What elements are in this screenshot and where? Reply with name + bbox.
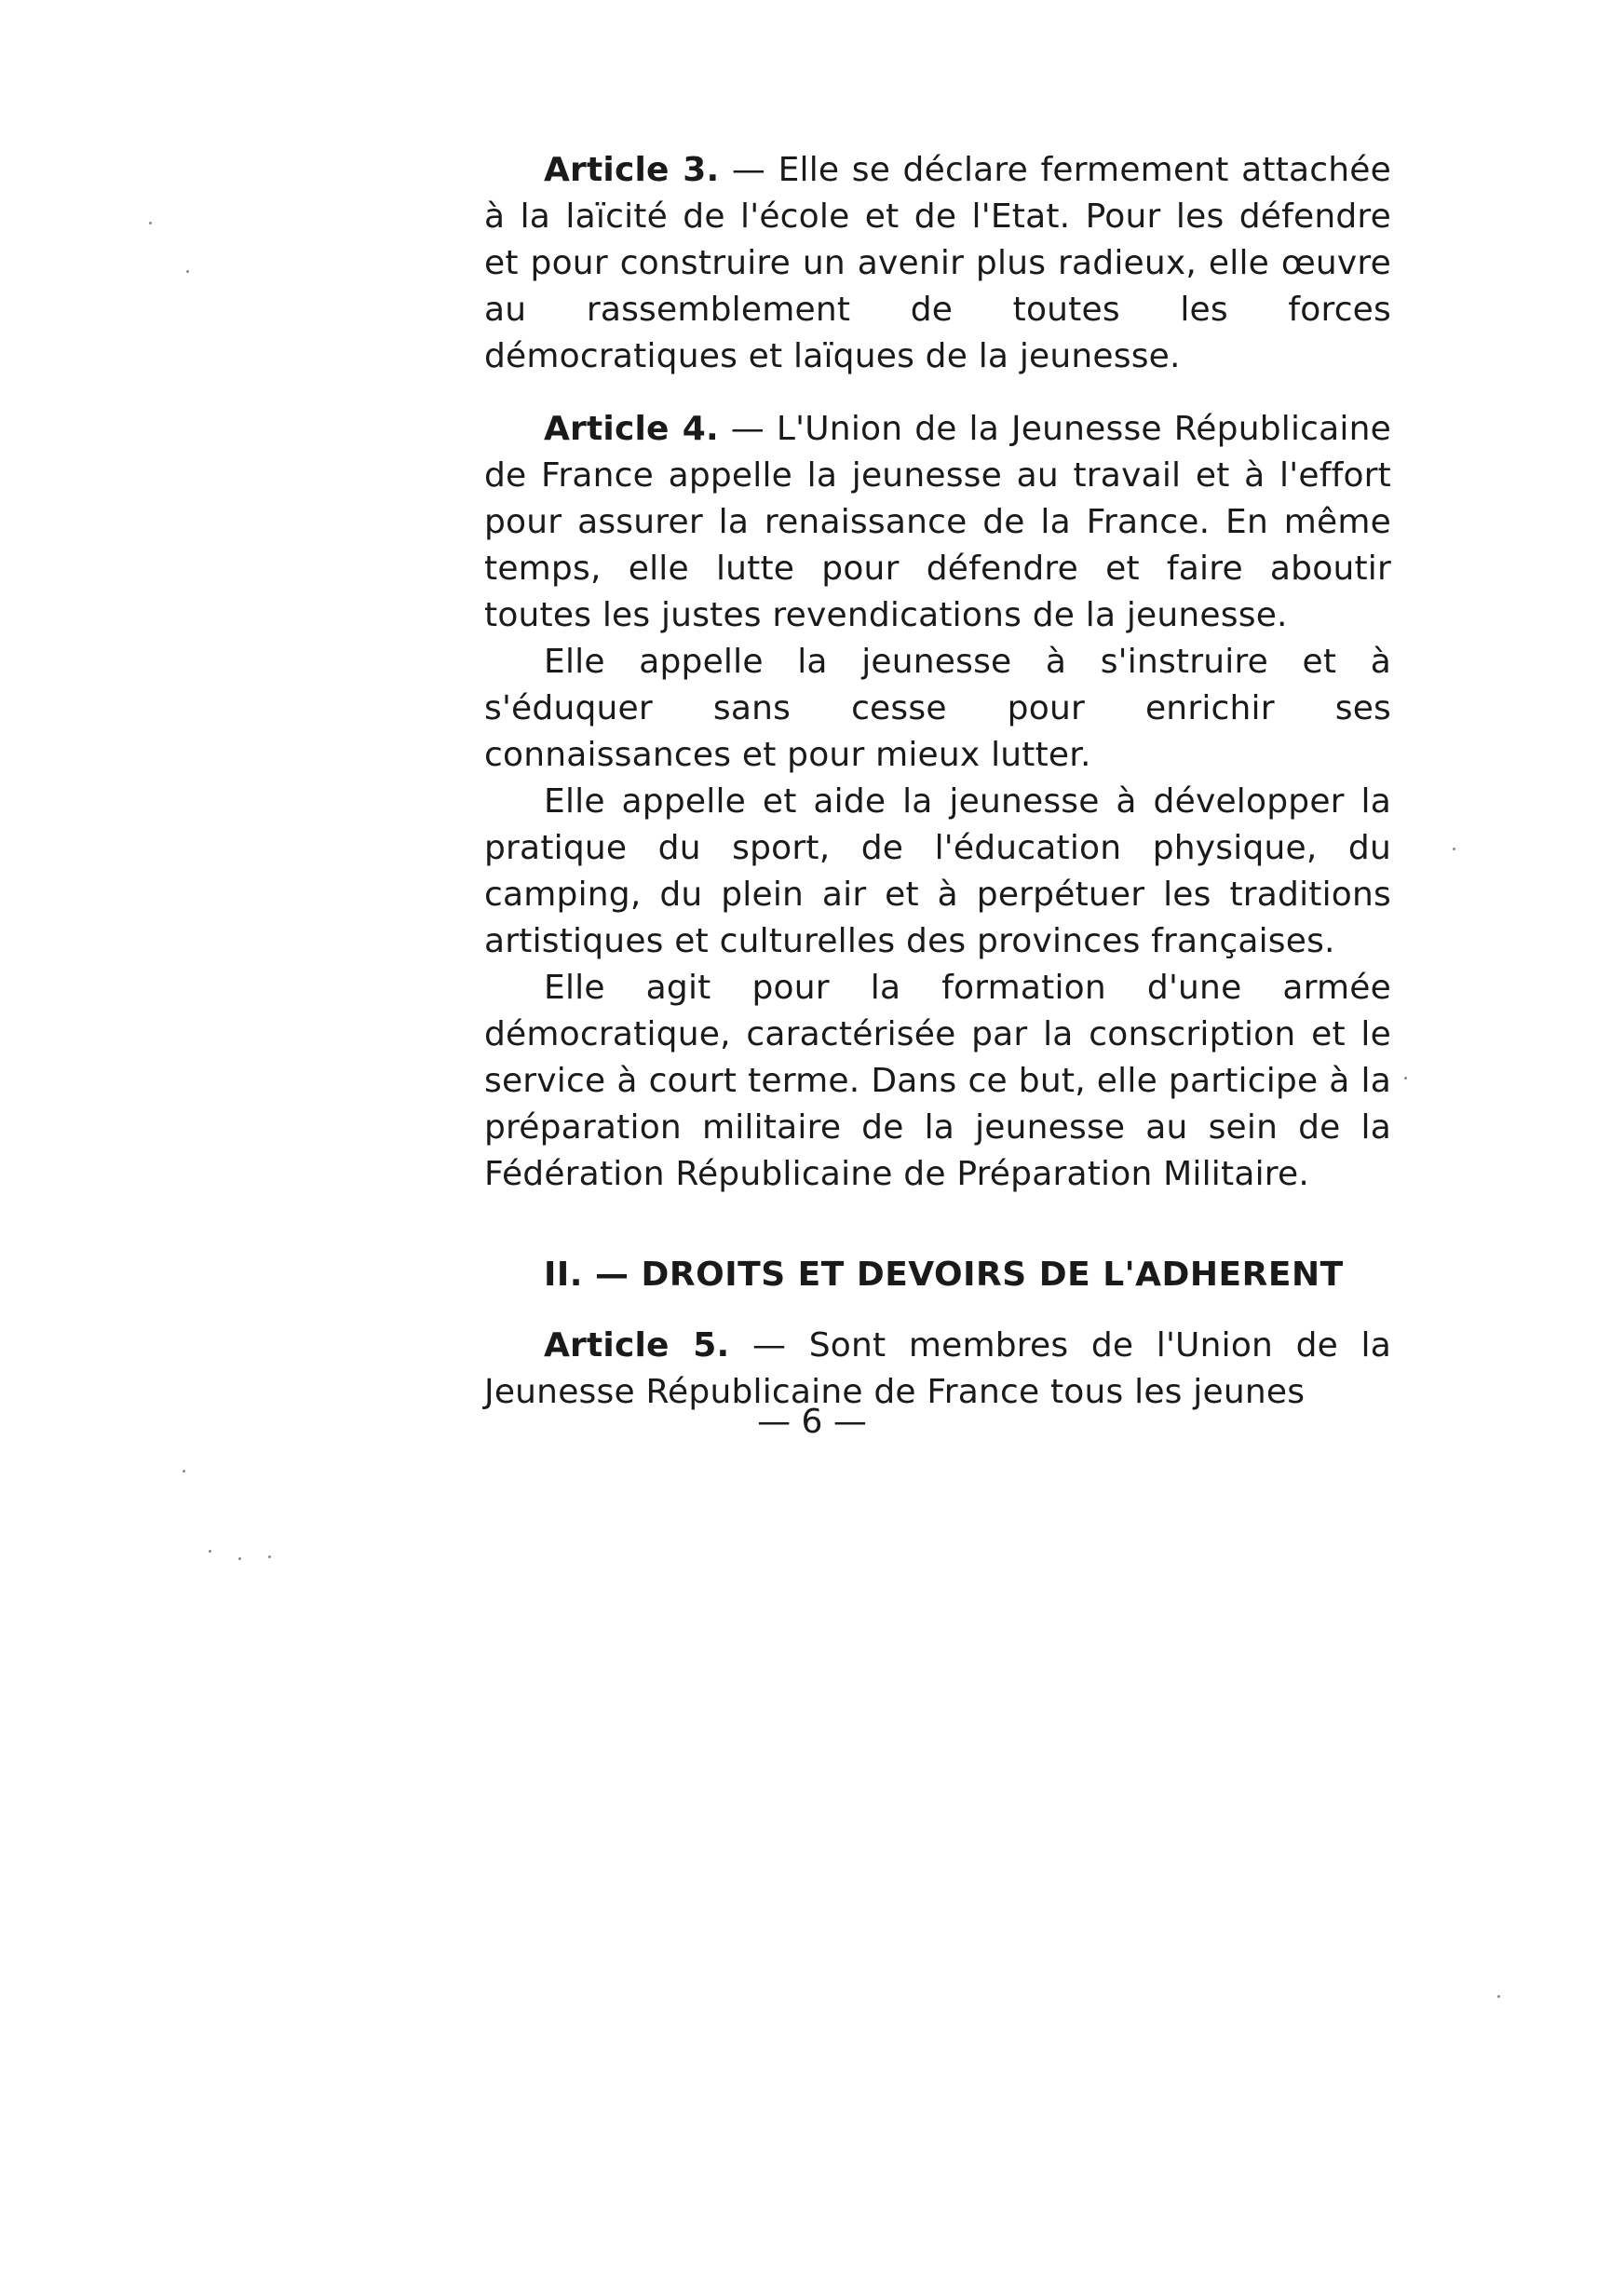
scan-speck	[186, 270, 189, 273]
article-3-text: — Elle se déclare fermement attachée à la laïcité de l'école et de l'Etat. Pour les défendre et pour construire un avenir plus radieux, elle œuvre au rassemblement de toutes les forces démocratiques et laïques de la jeunesse.	[484, 151, 1391, 375]
scan-speck	[183, 1470, 185, 1473]
scan-speck	[1453, 848, 1455, 850]
article-5-label: Article 5.	[544, 1326, 730, 1365]
article-4-paragraph-sport: Elle appelle et aide la jeunesse à développer la pratique du sport, de l'éducation physique, du camping, du plein air et à perpétuer les traditions artistiques et culturelles des provinces françaises.	[484, 782, 1391, 960]
scan-speck	[238, 1557, 241, 1560]
article-5-text: — Sont membres de l'Union de la Jeunesse Républicaine de France tous les jeunes	[484, 1326, 1391, 1411]
article-4-text: — L'Union de la Jeunesse Républicaine de France appelle la jeunesse au travail et à l'effort pour assurer la renaissance de la France. En même temps, elle lutte pour défendre et faire aboutir toutes les justes revendications de la jeunesse.	[484, 410, 1391, 634]
scan-speck	[1404, 1077, 1407, 1080]
scan-speck	[149, 222, 152, 224]
page-number: — 6 —	[757, 1403, 867, 1441]
article-4-paragraph	[484, 406, 1391, 639]
scan-speck	[1497, 1995, 1500, 1998]
article-3-paragraph	[484, 147, 1391, 380]
section-heading: II. — DROITS ET DEVOIRS DE L'ADHERENT	[544, 1256, 1344, 1294]
article-5-paragraph	[484, 1323, 1391, 1416]
article-4-paragraph-instruction: Elle appelle la jeunesse à s'instruire et à s'éduquer sans cesse pour enrichir ses connaissances et pour mieux lutter.	[484, 643, 1391, 774]
scan-speck	[209, 1550, 211, 1553]
article-4-label: Article 4.	[544, 410, 719, 448]
article-3-label: Article 3.	[544, 151, 720, 189]
page-text-body	[484, 147, 1391, 1416]
article-4-paragraph-armee: Elle agit pour la formation d'une armée démocratique, caractérisée par la conscription et le service à court terme. Dans ce but, elle participe à la préparation militaire de la jeunesse au sein de la Fédération Républicaine de Préparation Militaire.	[484, 969, 1391, 1193]
scan-speck	[268, 1555, 271, 1558]
